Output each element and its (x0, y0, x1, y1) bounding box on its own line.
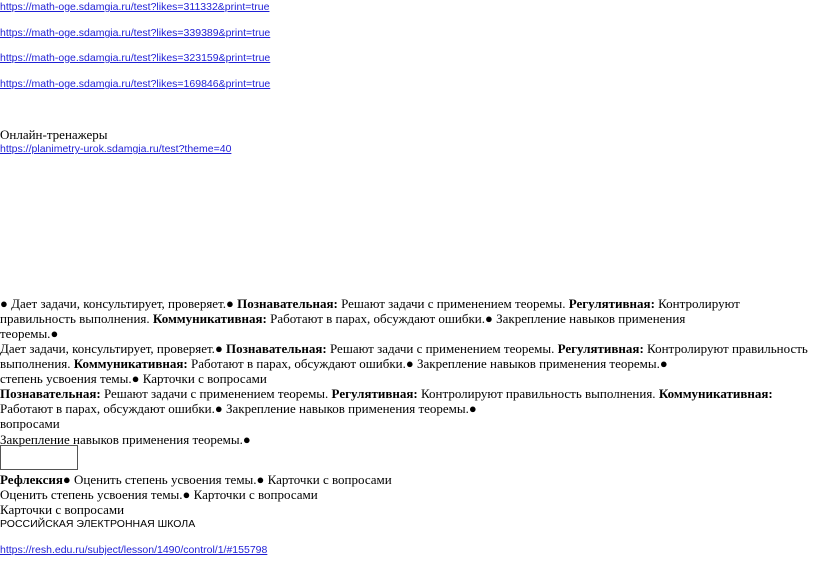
communicative-label: Коммуникативная: (152, 311, 267, 326)
regulative-label: Регулятивная: (568, 296, 655, 311)
empty-table-cell (0, 445, 78, 470)
teacher-activity: Дает задачи, консультирует, проверяет. (0, 341, 215, 356)
cognitive-text: Решают задачи с применением теоремы. (103, 386, 329, 401)
regulative-text-cont: выполнения. (0, 356, 71, 371)
bullet: ● (659, 356, 668, 371)
regulative-text: Контролируют (658, 296, 740, 311)
resh-lesson-link[interactable]: https://resh.edu.ru/subject/lesson/1490/control/1/#155798 (0, 544, 268, 556)
cognitive-text: Решают задачи с применением теоремы. (329, 341, 555, 356)
cards-text: Карточки с вопросами (0, 502, 125, 517)
assess-text: Оценить степень усвоения темы. (0, 487, 183, 502)
bullet: ● (242, 432, 251, 447)
cards-line (0, 502, 124, 517)
cards-text: Карточки с вопросами (193, 487, 318, 502)
communicative-label: Коммуникативная: (73, 356, 188, 371)
activity-paragraph-2 (0, 341, 812, 386)
cognitive-text: Решают задачи с применением теоремы. (341, 296, 566, 311)
cards-text: Карточки с вопросами (142, 371, 267, 386)
teacher-activity: Дает задачи, консультирует, проверяет. (11, 296, 227, 311)
regulative-text: Контролируют правильность выполнения. (421, 386, 656, 401)
oge-test-link-3[interactable]: https://math-oge.sdamgia.ru/test?likes=323159&print=true (0, 52, 271, 64)
cognitive-label: Познавательная: (0, 386, 101, 401)
activity-paragraph-3 (0, 386, 812, 431)
activity-paragraph-1 (0, 296, 760, 341)
bullet: ● (131, 371, 140, 386)
reflection-line (0, 472, 392, 487)
communicative-label: Коммуникативная: (658, 386, 773, 401)
consolidation-text: Закрепление навыков применения теоремы. (0, 432, 243, 447)
consolidation-text: Закрепление навыков применения теоремы. (226, 401, 469, 416)
bullet: ● (182, 487, 191, 502)
regulative-text: Контролируют правильность (647, 341, 808, 356)
bullet: ● (62, 472, 71, 487)
assess-text: Оценить степень усвоения темы. (74, 472, 257, 487)
oge-test-link-2[interactable]: https://math-oge.sdamgia.ru/test?likes=339389&print=true (0, 27, 271, 39)
communicative-text: Работают в парах, обсуждают ошибки. (0, 401, 215, 416)
reflection-label: Рефлексия (0, 472, 63, 487)
questions-text: вопросами (0, 416, 60, 431)
cards-text: Карточки с вопросами (267, 472, 392, 487)
mastery-text: степень усвоения темы. (0, 371, 132, 386)
online-trainers-heading: Онлайн-тренажеры (0, 127, 108, 142)
consolidation-text: Закрепление навыков применения теоремы. (416, 356, 660, 371)
school-name: РОССИЙСКАЯ ЭЛЕКТРОННАЯ ШКОЛА (0, 518, 196, 530)
bullet: ● (405, 356, 414, 371)
communicative-text: Работают в парах, обсуждают ошибки. (270, 311, 486, 326)
communicative-text: Работают в парах, обсуждают ошибки. (190, 356, 406, 371)
bullet: ● (485, 311, 493, 326)
bullet: ● (0, 296, 8, 311)
bullet: ● (214, 341, 223, 356)
assess-line (0, 487, 318, 502)
bullet: ● (214, 401, 223, 416)
theorem-text: теоремы. (0, 326, 51, 341)
regulative-text-cont: правильность выполнения. (0, 311, 150, 326)
regulative-label: Регулятивная: (331, 386, 418, 401)
cognitive-label: Познавательная: (226, 341, 327, 356)
bullet: ● (256, 472, 265, 487)
oge-test-link-1[interactable]: https://math-oge.sdamgia.ru/test?likes=311332&print=true (0, 1, 270, 13)
bullet: ● (468, 401, 477, 416)
cognitive-label: Познавательная: (237, 296, 338, 311)
oge-test-link-4[interactable]: https://math-oge.sdamgia.ru/test?likes=169846&print=true (0, 78, 271, 90)
consolidation-text: Закрепление навыков применения (496, 311, 686, 326)
regulative-label: Регулятивная: (557, 341, 644, 356)
planimetry-link[interactable]: https://planimetry-urok.sdamgia.ru/test?theme=40 (0, 143, 232, 155)
bullet: ● (50, 326, 59, 341)
bullet: ● (226, 296, 234, 311)
